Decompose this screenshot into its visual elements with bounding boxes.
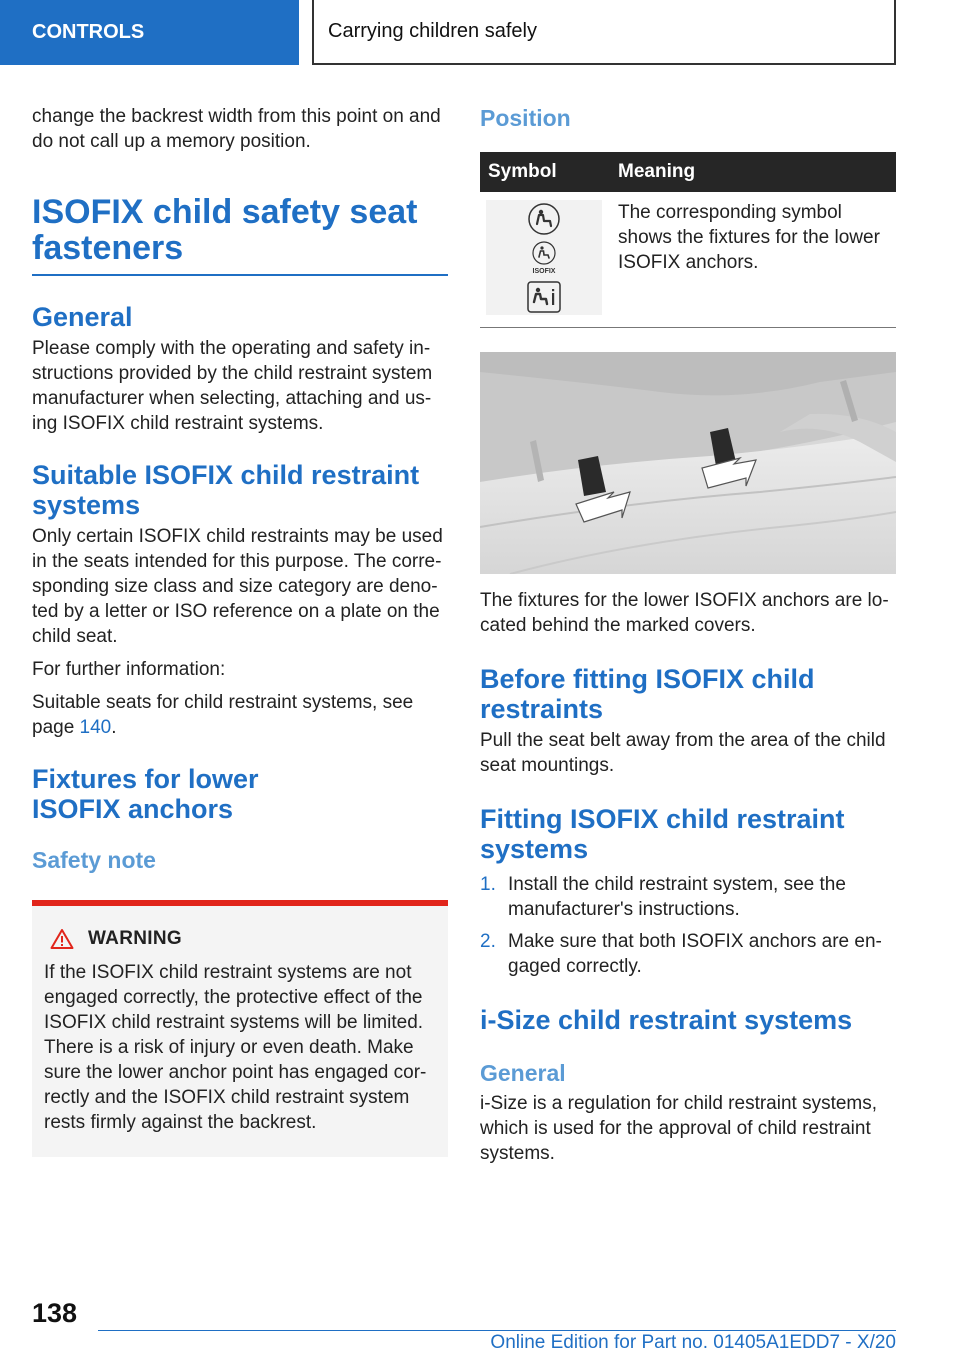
intro-text: change the backrest width from this point on and do not call up a memory position. [32,106,441,152]
section-tab [0,0,299,65]
page-reference-link[interactable]: 140 [79,717,112,738]
isize-heading: i-Size child restraint systems [480,1005,853,1035]
isofix-symbol-label: ISOFIX [532,267,556,275]
step-text: Make sure that both ISOFIX anchors are engaged correctly. [508,931,882,977]
page-reference [32,690,448,740]
fitting-heading: Fitting ISOFIX child restraint systems [480,804,845,864]
suitable-heading: Suitable ISOFIX child restraint systems [32,460,420,520]
fixtures-heading [32,764,448,824]
warning-header [44,928,436,950]
seat-illustration [480,352,896,574]
safety-note-heading: Safety note [32,847,156,873]
step-number: 2. [480,931,496,952]
isofix-symbols [486,200,602,315]
general-text: Please comply with the operating and safety instructions provided by the child restraint system manufacturer when selecting, attaching and using ISOFIX child restraint systems. [32,338,433,434]
image-caption: The fixtures for the lower ISOFIX anchors are located behind the marked covers. [480,590,889,636]
fixtures-heading-line1: Fixtures for lower [32,764,259,794]
step-text: Install the child restraint system, see the manufacturer's instructions. [508,874,846,920]
isofix-label-icon [522,240,566,276]
symbol-column-header: Symbol [480,152,610,192]
symbol-table [480,152,896,328]
fitting-steps [480,872,896,979]
general-heading: General [32,302,133,332]
fixtures-heading-line2: ISOFIX anchors [32,794,234,824]
right-column [480,104,896,1166]
page-header-title [312,0,896,65]
page-reference-prefix: Suitable seats for child restraint systems, see page [32,692,414,738]
warning-label: WARNING [88,928,182,949]
table-row [480,192,896,328]
list-item [480,929,896,979]
isize-text: i-Size is a regulation for child restraint systems, which is used for the approval of child restraint systems. [480,1093,878,1164]
section-label: CONTROLS [32,21,145,43]
warning-box [32,900,448,1157]
warning-text: If the ISOFIX child restraint systems are not engaged correctly, the protective effect of the ISOFIX child restraint systems will be limited. There is a risk of injury or even death. Make sure the lower anchor point has engaged correctly and the ISOFIX child restraint system rests firmly against the backrest. [44,962,427,1133]
further-info-text: For further information: [32,659,226,680]
page-number: 138 [32,1298,78,1328]
rear-seat-isofix-image [480,352,896,574]
footer-divider [98,1330,896,1331]
child-seat-info-icon [526,280,562,314]
edition-label: Online Edition for Part no. 01405A1EDD7 - X/20 [490,1332,896,1353]
position-heading: Position [480,105,571,131]
meaning-column-header: Meaning [610,152,896,192]
symbol-cell [480,192,610,328]
chapter-header-label: Carrying children safely [328,20,537,42]
isize-general-heading: General [480,1060,566,1086]
page-reference-suffix: . [111,717,117,738]
child-seat-circle-icon [527,202,561,236]
meaning-cell: The corresponding symbol shows the fixtures for the lower ISOFIX anchors. [618,202,880,273]
suitable-text: Only certain ISOFIX child restraints may be used in the seats intended for this purpose. The corresponding size class and size category are denoted by a letter or ISO reference on a plate on the child seat. [32,526,443,647]
chapter-title: ISOFIX child safety seat fasteners [32,194,448,276]
before-fitting-heading: Before fitting ISOFIX child restraints [480,664,815,724]
list-item [480,872,896,922]
left-column [32,104,448,1157]
step-number: 1. [480,874,496,895]
before-fitting-text: Pull the seat belt away from the area of the child seat mountings. [480,730,886,776]
warning-triangle-icon [50,928,74,950]
table-header-row [480,152,896,192]
